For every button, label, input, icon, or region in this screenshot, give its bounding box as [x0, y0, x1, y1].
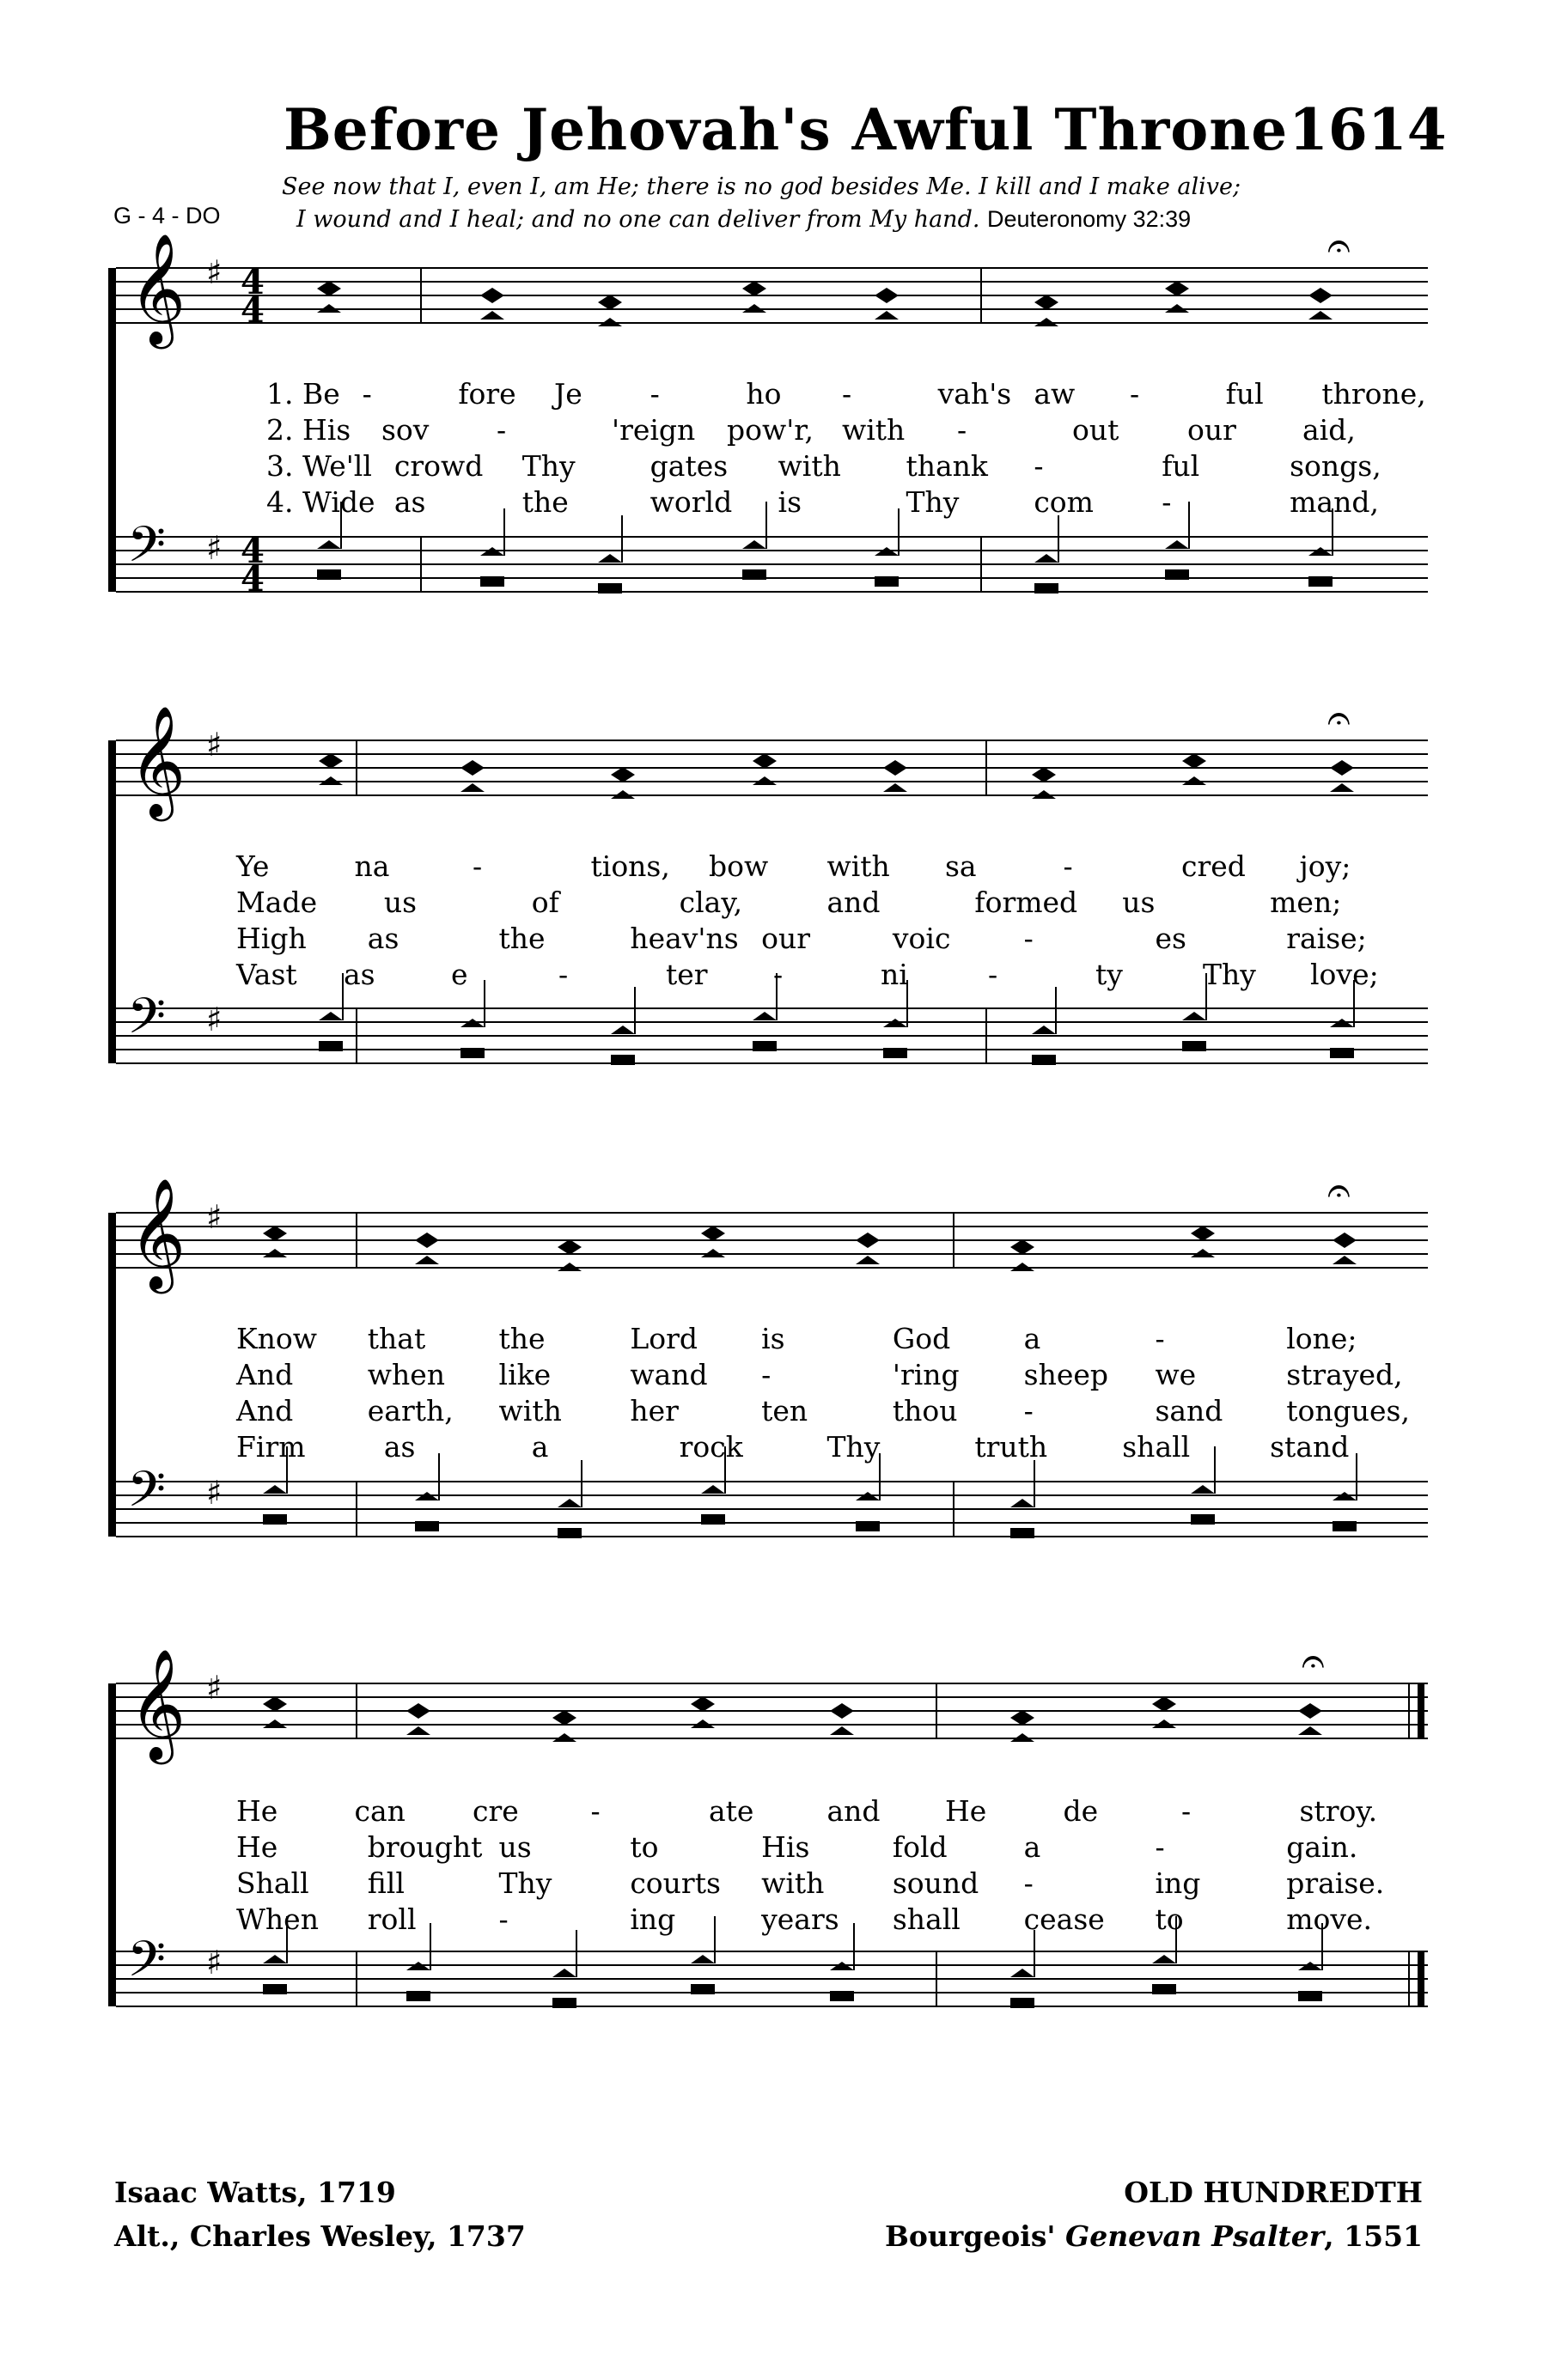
lyric-syllable: - [1155, 1322, 1165, 1355]
scripture-line-2-text: I wound and I heal; and no one can deliver from My hand. [296, 206, 980, 233]
system-1 [108, 222, 1428, 600]
alto-note [1298, 1726, 1322, 1735]
lyric-syllable: is [778, 485, 802, 519]
scripture-line-1: See now that I, even I, am He; there is no god besides Me. I kill and I make alive; [282, 173, 1241, 200]
bass-clef-icon: 𝄢 [127, 1930, 167, 2000]
lyric-syllable: - [1023, 1394, 1034, 1427]
tenor-note [558, 1499, 582, 1507]
lyric-syllable: Know [236, 1322, 318, 1355]
author-credit: Isaac Watts, 1719 [114, 2176, 396, 2209]
lyric-syllable: God [892, 1322, 951, 1355]
bass-note [460, 1048, 485, 1058]
lyric-syllable: Made [236, 886, 318, 919]
tenor-note [753, 1012, 777, 1020]
tenor-note [691, 1955, 715, 1963]
bass-note [1152, 1984, 1176, 1994]
lyric-syllable: - [842, 377, 852, 411]
lyric-syllable: strayed, [1286, 1358, 1403, 1391]
alto-note [1333, 1256, 1357, 1264]
lyric-syllable: 2. His [266, 413, 351, 447]
lyric-syllable: ho [746, 377, 782, 411]
lyric-syllable: roll [367, 1902, 417, 1936]
bass-note [552, 1998, 576, 2008]
lyric-syllable: Ye [236, 849, 270, 883]
lyric-syllable: heav'ns [630, 922, 739, 955]
soprano-note [1032, 767, 1056, 782]
lyric-syllable: when [367, 1358, 446, 1391]
lyric-syllable: gates [650, 449, 729, 483]
sharp-icon: ♯ [206, 1474, 223, 1512]
lyric-syllable: gain. [1286, 1830, 1358, 1864]
lyric-syllable: joy; [1299, 849, 1351, 883]
lyric-syllable: is [761, 1322, 785, 1355]
lyric-syllable: praise. [1286, 1866, 1385, 1900]
system-bracket [108, 268, 116, 592]
alto-note [480, 311, 504, 320]
lyric-syllable: ter [666, 958, 708, 991]
soprano-note [406, 1703, 430, 1719]
soprano-note [558, 1239, 582, 1255]
lyric-syllable: tongues, [1286, 1394, 1410, 1427]
lyric-syllable: ten [761, 1394, 808, 1427]
sharp-icon: ♯ [206, 253, 223, 291]
lyric-syllable: sheep [1023, 1358, 1109, 1391]
lyric-syllable: - [773, 958, 784, 991]
sharp-icon: ♯ [206, 1669, 223, 1707]
system-bracket [108, 1683, 116, 2006]
bass-note [742, 569, 766, 580]
sharp-icon: ♯ [206, 529, 223, 567]
lyric-syllable: na [354, 849, 390, 883]
soprano-note [263, 1696, 287, 1712]
lyric-syllable: earth, [367, 1394, 454, 1427]
sharp-icon: ♯ [206, 1198, 223, 1236]
lyric-syllable: love; [1310, 958, 1379, 991]
lyric-syllable: with [826, 849, 890, 883]
lyric-syllable: and [826, 886, 881, 919]
lyric-syllable: shall [892, 1902, 961, 1936]
lyric-syllable: ful [1162, 449, 1200, 483]
lyric-syllable: He [236, 1794, 278, 1828]
soprano-note [263, 1226, 287, 1241]
tenor-note [1032, 1026, 1056, 1034]
lyric-syllable: Shall [236, 1866, 309, 1900]
system-2 [108, 694, 1428, 1065]
soprano-note [1191, 1226, 1215, 1241]
treble-clef-icon: 𝄞 [129, 705, 186, 817]
lyric-syllable: And [236, 1394, 294, 1427]
lyric-syllable: ful [1225, 377, 1264, 411]
bass-note [1191, 1514, 1215, 1525]
lyric-syllable: Thy [498, 1866, 552, 1900]
lyric-syllable: courts [630, 1866, 721, 1900]
lyric-syllable: And [236, 1358, 294, 1391]
soprano-note [691, 1696, 715, 1712]
final-barline [1418, 1951, 1424, 2006]
lyric-syllable: de [1063, 1794, 1099, 1828]
soprano-note [1333, 1233, 1357, 1248]
tune-source-suffix: , 1551 [1324, 2219, 1423, 2253]
lyric-syllable: world [650, 485, 733, 519]
lyric-syllable: throne, [1321, 377, 1426, 411]
tenor-note [1165, 540, 1189, 549]
tune-source-title: Genevan Psalter [1065, 2219, 1325, 2253]
lyric-syllable: the [498, 1322, 546, 1355]
lyric-syllable: clay, [679, 886, 743, 919]
lyric-syllable: 'ring [892, 1358, 960, 1391]
fermata-icon: 𝄐 [1327, 1166, 1351, 1214]
lyric-syllable: Je [554, 377, 582, 411]
lyric-syllable: the [498, 922, 546, 955]
tune-name: OLD HUNDREDTH [1124, 2176, 1423, 2209]
lyric-syllable: fore [458, 377, 516, 411]
lyric-syllable: - [957, 413, 967, 447]
hymn-number: 1614 [1289, 96, 1447, 163]
time-signature-top: 4 [241, 262, 265, 302]
tune-source-prefix: Bourgeois' [884, 2219, 1066, 2253]
lyric-syllable: the [521, 485, 569, 519]
lyric-syllable: a [1023, 1830, 1041, 1864]
lyric-syllable: with [778, 449, 841, 483]
lyric-syllable: sa [945, 849, 977, 883]
soprano-note [319, 753, 343, 769]
lyric-syllable: tions, [590, 849, 670, 883]
lyric-syllable: - [761, 1358, 772, 1391]
soprano-note [480, 288, 504, 303]
lyric-syllable: raise; [1286, 922, 1367, 955]
lyric-syllable: - [362, 377, 372, 411]
tenor-note [1191, 1485, 1215, 1494]
lyric-syllable: out [1072, 413, 1119, 447]
soprano-note [611, 767, 635, 782]
bass-note [263, 1984, 287, 1994]
bass-note [1330, 1048, 1354, 1058]
bass-note [317, 569, 341, 580]
soprano-note [460, 760, 485, 776]
time-signature-top: 4 [241, 531, 265, 571]
lyric-syllable: as [344, 958, 375, 991]
lyric-syllable: - [1155, 1830, 1165, 1864]
lyric-syllable: us [1122, 886, 1156, 919]
lyric-syllable: us [498, 1830, 532, 1864]
soprano-note [1152, 1696, 1176, 1712]
lyric-syllable: ty [1095, 958, 1123, 991]
lyric-syllable: He [945, 1794, 987, 1828]
lyric-syllable: He [236, 1830, 278, 1864]
tenor-note [742, 540, 766, 549]
lyric-syllable: stand [1270, 1430, 1350, 1464]
bass-note [753, 1041, 777, 1051]
lyric-syllable: sov [381, 413, 430, 447]
lyric-syllable: songs, [1290, 449, 1381, 483]
soprano-note [1330, 760, 1354, 776]
lyric-syllable: pow'r, [727, 413, 814, 447]
bass-note [1032, 1055, 1056, 1065]
lyric-syllable: - [558, 958, 569, 991]
alto-note [830, 1726, 854, 1735]
lyric-syllable: ni [881, 958, 908, 991]
alto-note [1330, 783, 1354, 792]
lyric-syllable: years [761, 1902, 839, 1936]
bass-note [480, 576, 504, 587]
tenor-note [1182, 1012, 1206, 1020]
tenor-note [1152, 1955, 1176, 1963]
lyric-syllable: - [498, 1902, 509, 1936]
soprano-note [598, 295, 622, 310]
tenor-note [317, 540, 341, 549]
tune-source [885, 2219, 1423, 2253]
lyric-syllable: ing [630, 1902, 676, 1936]
lyric-syllable: us [383, 886, 418, 919]
hymn-title: Before Jehovah's Awful Throne [284, 96, 1289, 163]
lyric-syllable: wand [630, 1358, 708, 1391]
lyric-syllable: to [630, 1830, 659, 1864]
soprano-note [1182, 753, 1206, 769]
alto-note [406, 1726, 430, 1735]
tenor-note [552, 1969, 576, 1977]
lyric-syllable: Thy [1203, 958, 1256, 991]
lyric-syllable: Thy [521, 449, 576, 483]
bass-note [1034, 583, 1058, 593]
soprano-note [742, 281, 766, 296]
tenor-note [598, 554, 622, 563]
bass-note [1010, 1998, 1034, 2008]
lyric-syllable: aid, [1302, 413, 1356, 447]
tenor-note [263, 1485, 287, 1494]
soprano-note [701, 1226, 725, 1241]
lyric-syllable: Thy [826, 1430, 881, 1464]
lyric-syllable: His [761, 1830, 810, 1864]
final-barline [1418, 1683, 1424, 1738]
lyric-syllable: ate [709, 1794, 754, 1828]
bass-clef-icon: 𝄢 [127, 515, 167, 586]
lyric-syllable: com [1034, 485, 1094, 519]
tenor-note [263, 1955, 287, 1963]
bass-clef-icon: 𝄢 [127, 1460, 167, 1531]
bass-note [263, 1514, 287, 1525]
bass-note [598, 583, 622, 593]
lyric-syllable: sand [1155, 1394, 1223, 1427]
fermata-icon: 𝄐 [1327, 222, 1351, 270]
lyric-syllable: cre [473, 1794, 519, 1828]
alto-note [415, 1256, 439, 1264]
bass-clef-icon: 𝄢 [127, 987, 167, 1057]
lyric-syllable: - [988, 958, 998, 991]
soprano-note [875, 288, 899, 303]
lyric-syllable: move. [1286, 1902, 1373, 1936]
bass-note [856, 1521, 880, 1531]
bass-note [875, 576, 899, 587]
alto-note [875, 311, 899, 320]
key-signature-label: G - 4 - DO [113, 203, 221, 228]
sharp-icon: ♯ [206, 1944, 223, 1981]
treble-clef-icon: 𝄞 [129, 1648, 186, 1760]
alto-note [883, 783, 907, 792]
scripture-reference: Deuteronomy 32:39 [987, 206, 1192, 232]
time-signature-bottom: 4 [241, 559, 265, 600]
lyric-syllable: formed [974, 886, 1078, 919]
soprano-note [1010, 1239, 1034, 1255]
sharp-icon: ♯ [206, 1001, 223, 1038]
lyric-syllable: with [498, 1394, 562, 1427]
lyric-syllable: - [590, 1794, 601, 1828]
lyric-syllable: High [236, 922, 307, 955]
system-3 [108, 1166, 1428, 1538]
alto-note [460, 783, 485, 792]
lyric-syllable: a [531, 1430, 549, 1464]
soprano-note [552, 1710, 576, 1726]
lyric-syllable: Thy [906, 485, 960, 519]
lyric-syllable: can [354, 1794, 406, 1828]
tenor-note [1034, 554, 1058, 563]
tenor-note [319, 1012, 343, 1020]
treble-clef-icon: 𝄞 [129, 233, 186, 344]
lyric-syllable: - [473, 849, 483, 883]
lyric-syllable: rock [679, 1430, 743, 1464]
fermata-icon: 𝄐 [1302, 1637, 1325, 1685]
system-4 [108, 1637, 1428, 2008]
soprano-note [883, 760, 907, 776]
lyric-syllable: Vast [236, 958, 297, 991]
soprano-note [415, 1233, 439, 1248]
lyric-syllable: stroy. [1299, 1794, 1378, 1828]
lyric-syllable: - [1181, 1794, 1192, 1828]
bass-note [691, 1984, 715, 1994]
lyric-syllable: to [1155, 1902, 1184, 1936]
lyric-syllable: - [650, 377, 660, 411]
lyric-syllable: vah's [937, 377, 1012, 411]
bass-note [1298, 1991, 1322, 2001]
lyric-syllable: men; [1270, 886, 1342, 919]
lyric-syllable: as [367, 922, 399, 955]
soprano-note [1165, 281, 1189, 296]
bass-note [406, 1991, 430, 2001]
lyric-syllable: truth [974, 1430, 1048, 1464]
lyric-syllable: 3. We'll [266, 449, 372, 483]
tenor-note [701, 1485, 725, 1494]
lyric-syllable: with [761, 1866, 825, 1900]
soprano-note [1298, 1703, 1322, 1719]
treble-clef-icon: 𝄞 [129, 1178, 186, 1289]
bass-note [701, 1514, 725, 1525]
lyric-syllable: - [1023, 922, 1034, 955]
lyric-syllable: lone; [1286, 1322, 1357, 1355]
lyric-syllable: our [1187, 413, 1236, 447]
lyric-syllable: like [498, 1358, 552, 1391]
sharp-icon: ♯ [206, 726, 223, 764]
bass-note [611, 1055, 635, 1065]
lyric-syllable: aw [1034, 377, 1076, 411]
lyric-syllable: e [451, 958, 468, 991]
alteration-credit: Alt., Charles Wesley, 1737 [114, 2219, 526, 2253]
bass-note [1308, 576, 1333, 587]
lyric-syllable: ing [1155, 1866, 1201, 1900]
lyric-syllable: voic [892, 922, 951, 955]
bass-note [1182, 1041, 1206, 1051]
bass-note [883, 1048, 907, 1058]
soprano-note [317, 281, 341, 296]
lyric-syllable: fill [367, 1866, 405, 1900]
soprano-note [856, 1233, 880, 1248]
lyric-syllable: - [1130, 377, 1140, 411]
time-signature-bottom: 4 [241, 290, 265, 331]
lyric-syllable: cred [1181, 849, 1246, 883]
lyric-syllable: we [1155, 1358, 1197, 1391]
lyric-syllable: - [1162, 485, 1172, 519]
bass-note [1165, 569, 1189, 580]
tenor-note [1010, 1499, 1034, 1507]
bass-note [558, 1528, 582, 1538]
lyric-syllable: her [630, 1394, 679, 1427]
lyric-syllable: with [842, 413, 906, 447]
lyric-syllable: as [383, 1430, 416, 1464]
soprano-note [1010, 1710, 1034, 1726]
lyric-syllable: - [1063, 849, 1073, 883]
lyric-syllable: that [367, 1322, 426, 1355]
lyric-syllable: as [393, 485, 426, 519]
lyric-syllable: 4. Wide [266, 485, 375, 519]
bass-note [830, 1991, 854, 2001]
lyric-syllable: shall [1122, 1430, 1191, 1464]
lyric-syllable: Lord [630, 1322, 698, 1355]
lyric-syllable: sound [892, 1866, 979, 1900]
alto-note [856, 1256, 880, 1264]
soprano-note [830, 1703, 854, 1719]
fermata-icon: 𝄐 [1327, 694, 1351, 742]
lyric-syllable: thou [892, 1394, 958, 1427]
bass-note [1010, 1528, 1034, 1538]
lyric-syllable: cease [1023, 1902, 1105, 1936]
lyric-syllable: - [1034, 449, 1044, 483]
lyric-syllable: and [826, 1794, 881, 1828]
lyric-syllable: fold [892, 1830, 948, 1864]
soprano-note [1034, 295, 1058, 310]
lyric-syllable: crowd [393, 449, 484, 483]
lyric-syllable: thank [906, 449, 988, 483]
soprano-note [753, 753, 777, 769]
lyric-syllable: es [1155, 922, 1186, 955]
lyric-syllable: bow [709, 849, 769, 883]
system-bracket [108, 740, 116, 1063]
alto-note [1308, 311, 1333, 320]
lyric-syllable: 1. Be [266, 377, 340, 411]
lyric-syllable: a [1023, 1322, 1041, 1355]
soprano-note [1308, 288, 1333, 303]
lyric-syllable: 'reign [612, 413, 696, 447]
lyric-syllable: brought [367, 1830, 483, 1864]
bass-note [319, 1041, 343, 1051]
tenor-note [611, 1026, 635, 1034]
lyric-syllable: Firm [236, 1430, 306, 1464]
bass-note [1333, 1521, 1357, 1531]
lyric-syllable: of [531, 886, 559, 919]
tenor-note [1010, 1969, 1034, 1977]
lyric-syllable: - [1023, 1866, 1034, 1900]
lyric-syllable: mand, [1290, 485, 1379, 519]
lyric-syllable: - [497, 413, 507, 447]
lyric-syllable: When [236, 1902, 319, 1936]
system-bracket [108, 1213, 116, 1537]
lyric-syllable: our [761, 922, 811, 955]
bass-note [415, 1521, 439, 1531]
